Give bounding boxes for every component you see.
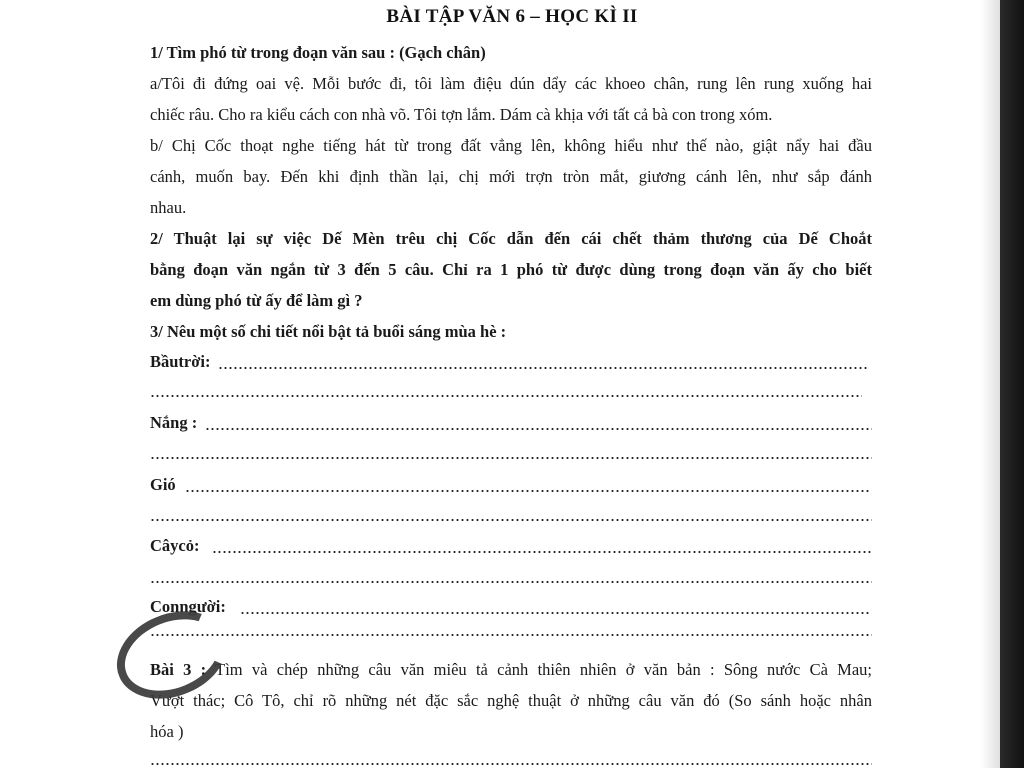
field-gio-dots [185,489,870,493]
page-edge-shadow [980,0,1000,768]
field-bau-troi-dots-2 [150,394,862,398]
q1a-line2: chiếc râu. Cho ra kiểu cách con nhà võ. Tôi tợn lắm. Dám cà khịa với tất cả bà con trong xóm. [150,105,773,124]
field-bau-troi-label: Bầutrời: [150,352,211,371]
bai3-line1-text: Tìm và chép những câu văn miêu tả cảnh thiên nhiên ở văn bản : Sông nước Cà Mau; [206,660,873,679]
field-cay-co-dots-2 [150,580,872,584]
field-gio-dots-2 [150,518,872,522]
page-title: BÀI TẬP VĂN 6 – HỌC KÌ II [386,6,638,27]
q1a-line1: a/Tôi đi đứng oai vệ. Mỗi bước đi, tôi làm điệu dún dẩy các khoeo chân, rung lên rung xuống hai [150,74,872,93]
field-cay-co-label: Câycỏ: [150,536,200,555]
field-con-nguoi-dots-2 [150,633,872,637]
q1b-line2: cánh, muốn bay. Đến khi định thần lại, chị mới trợn tròn mắt, giương cánh lên, như sắp đánh [150,167,872,186]
field-nang-label: Nắng : [150,413,198,432]
q1-heading: 1/ Tìm phó từ trong đoạn văn sau : (Gạch chân) [150,43,486,62]
dark-background-strip [1000,0,1024,768]
field-con-nguoi-dots [240,611,870,615]
field-nang-dots-2 [150,456,872,460]
field-cay-co-dots [212,550,872,554]
field-con-nguoi-label: Conngười: [150,597,226,616]
q2-line3: em dùng phó từ ấy để làm gì ? [150,291,363,310]
q3-heading: 3/ Nêu một số chi tiết nổi bật tả buổi sáng mùa hè : [150,322,507,341]
bai3-line1 [150,660,872,680]
bai3-answer-dots [150,762,872,766]
q2-line1: 2/ Thuật lại sự việc Dế Mèn trêu chị Cốc dẫn đến cái chết thảm thương của Dế Choắt [150,229,872,248]
q1b-line1: b/ Chị Cốc thoạt nghe tiếng hát từ trong đất vẳng lên, không hiểu như thế nào, giật nẩy hai đầu [150,136,872,155]
field-nang-dots [205,427,872,431]
field-bau-troi-dots [218,366,868,370]
q2-line2: bằng đoạn văn ngắn từ 3 đến 5 câu. Chỉ ra 1 phó từ được dùng trong đoạn văn ấy cho biết [150,260,872,279]
bai3-line3: hóa ) [150,722,184,741]
bai3-line2: Vượt thác; Cô Tô, chỉ rõ những nét đặc sắc nghệ thuật ở những câu văn đó (So sánh hoặc nhân [150,691,872,710]
bai3-label: Bài 3 : [150,660,207,679]
q1b-line3: nhau. [150,198,187,217]
field-gio-label: Gió [150,475,176,494]
